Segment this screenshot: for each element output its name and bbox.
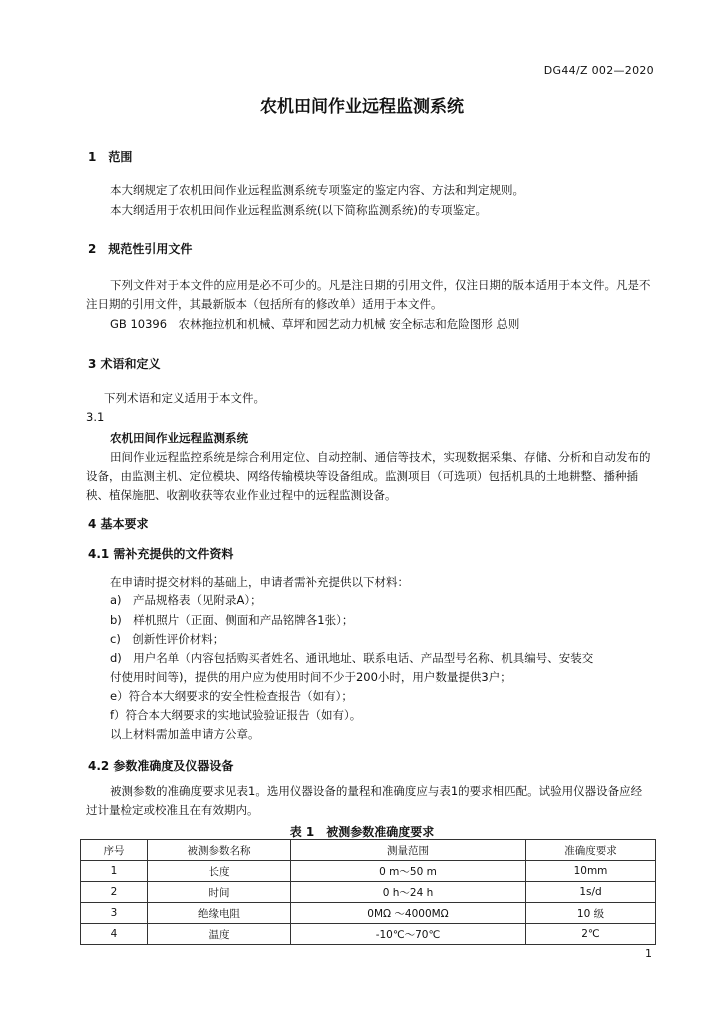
- section-heading-references: 2 规范性引用文件: [88, 242, 193, 256]
- list-item: b) 样机照片（正面、侧面和产品铭牌各1张）；: [110, 613, 354, 627]
- accuracy-paragraph: 被测参数的准确度要求见表1。选用仪器设备的量程和准确度应与表1的要求相匹配。试验用仪器设备应经过计量检定或校准且在有效期内。: [86, 784, 643, 817]
- scope-paragraph-2: 本大纲适用于农机田间作业远程监测系统(以下简称监测系统)的专项鉴定。: [110, 203, 487, 217]
- page-title: 农机田间作业远程监测系统: [260, 97, 464, 117]
- document-number: DG44/Z 002—2020: [543, 64, 654, 77]
- table-header-row: [81, 840, 656, 861]
- table-row: [81, 903, 656, 924]
- accuracy-table: [80, 839, 656, 945]
- table-cell: 0 m～50 m: [291, 861, 526, 882]
- table-cell: 3: [81, 903, 148, 924]
- reference-gb-10396: GB 10396 农林拖拉机和机械、草坪和园艺动力机械 安全标志和危险图形 总则: [110, 317, 520, 331]
- table-cell: 0 h～24 h: [291, 882, 526, 903]
- references-paragraph: 下列文件对于本文件的应用是必不可少的。凡是注日期的引用文件，仅注日期的版本适用于本文件。凡是不注日期的引用文件，其最新版本（包括所有的修改单）适用于本文件。: [86, 278, 651, 311]
- table-cell: 绝缘电阻: [148, 903, 291, 924]
- list-item: c) 创新性评价材料；: [110, 632, 225, 646]
- table-cell: 10mm: [526, 861, 656, 882]
- table-cell: 4: [81, 924, 148, 945]
- table-row: [81, 882, 656, 903]
- table-row: [81, 861, 656, 882]
- scope-paragraph-1: 本大纲规定了农机田间作业远程监测系统专项鉴定的鉴定内容、方法和判定规则。: [110, 183, 524, 197]
- term-number: 3.1: [86, 410, 105, 424]
- term-definition: 田间作业远程监控系统是综合利用定位、自动控制、通信等技术，实现数据采集、存储、分析和自动发布的设备，由监测主机、定位模块、网络传输模块等设备组成。监测项目（可选项）包括机具的土地耕整、播种插秧、植保施肥、收割收获等农业作业过程中的远程监测设备。: [86, 450, 651, 502]
- table-caption: 表 1 被测参数准确度要求: [289, 825, 435, 839]
- table-cell: 时间: [148, 882, 291, 903]
- section-heading-scope: 1 范围: [88, 150, 133, 164]
- table-cell: 0MΩ ～4000MΩ: [291, 903, 526, 924]
- term-name: 农机田间作业远程监测系统: [110, 431, 248, 445]
- table-header-cell: 序号: [81, 840, 148, 861]
- terms-intro: 下列术语和定义适用于本文件。: [104, 391, 265, 405]
- table-header-cell: 准确度要求: [526, 840, 656, 861]
- subsection-heading-accuracy: 4.2 参数准确度及仪器设备: [88, 759, 234, 773]
- table-cell: 长度: [148, 861, 291, 882]
- list-item: 以上材料需加盖申请方公章。: [110, 727, 260, 741]
- list-item: d) 用户名单（内容包括购买者姓名、通讯地址、联系电话、产品型号名称、机具编号、安装交: [110, 651, 594, 665]
- documents-intro: 在申请时提交材料的基础上，申请者需补充提供以下材料：: [110, 575, 409, 589]
- table-row: [81, 924, 656, 945]
- table-cell: -10℃～70℃: [291, 924, 526, 945]
- table-cell: 2℃: [526, 924, 656, 945]
- table-cell: 温度: [148, 924, 291, 945]
- list-item: f）符合本大纲要求的实地试验验证报告（如有）。: [110, 708, 362, 722]
- subsection-heading-documents: 4.1 需补充提供的文件资料: [88, 547, 234, 561]
- section-heading-basic: 4 基本要求: [88, 517, 149, 531]
- table-cell: 10 级: [526, 903, 656, 924]
- table-header-cell: 被测参数名称: [148, 840, 291, 861]
- table-header-cell: 测量范围: [291, 840, 526, 861]
- table-cell: 1s/d: [526, 882, 656, 903]
- section-heading-terms: 3 术语和定义: [88, 357, 161, 371]
- list-item: e）符合本大纲要求的安全性检查报告（如有）；: [110, 689, 353, 703]
- page-number: 1: [645, 947, 652, 960]
- table-cell: 2: [81, 882, 148, 903]
- list-item: a) 产品规格表（见附录A）；: [110, 593, 262, 607]
- table-cell: 1: [81, 861, 148, 882]
- list-item: 付使用时间等)，提供的用户应为使用时间不少于200小时，用户数量提供3户；: [110, 670, 512, 684]
